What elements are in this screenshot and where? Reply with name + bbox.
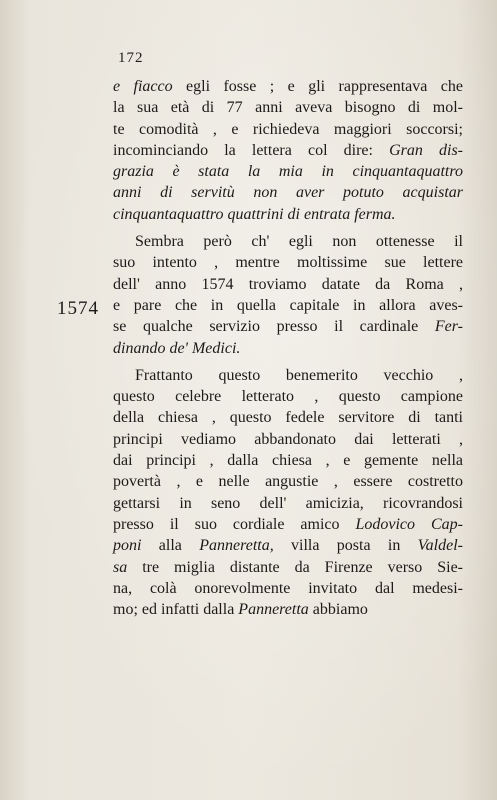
text-run: mo; ed infatti dalla [113,601,239,619]
italic-text: Lodovico Cap- [355,515,464,533]
text-run: dai principi , dalla chiesa , e gemente nella [113,452,463,470]
text-line [113,295,463,316]
italic-text: Valdel- [417,537,463,555]
text-run: Frattanto questo benemerito vecchio , [135,366,463,384]
text-run: dell' anno 1574 troviamo datate da Roma , [113,275,463,293]
paragraph [113,365,463,621]
text-run: tre miglia distante da Firenze verso Sie- [127,558,463,576]
text-line [113,76,463,97]
text-run: la sua età di 77 anni aveva bisogno di mol- [113,99,463,117]
text-line [113,386,463,407]
text-run: egli fosse ; e gli rappresentava che [172,78,463,95]
italic-text: dinando de' Medici. [113,339,241,357]
body-text [113,76,463,620]
page-number: 172 [118,50,144,66]
italic-text: cinquantaquattro quattrini di entrata ferma. [113,205,396,223]
text-line [113,97,463,118]
text-line [113,557,463,578]
paragraph [113,231,463,359]
text-run: povertà , e nelle angustie , essere costretto [113,473,463,491]
text-line [113,140,463,161]
text-line [113,599,463,620]
text-run: gettarsi in seno dell' amicizia, ricovrandosi [113,494,463,512]
text-line [113,578,463,599]
text-line [113,274,463,295]
text-run: se qualche servizio presso il cardinale [113,318,435,336]
text-line [113,316,463,337]
italic-text: poni [113,537,142,555]
text-run: te comodità , e richiedeva maggiori soccorsi; [113,120,463,138]
text-run: principi vediamo abbandonato dai letterati , [113,430,463,448]
text-line [113,252,463,273]
italic-text: e fiacco [113,78,173,95]
text-line [113,493,463,514]
italic-text: grazia è stata la mia in cinquantaquattro [113,163,463,181]
text-line [113,161,463,182]
text-line [113,365,463,386]
text-line [113,182,463,203]
text-line [113,231,463,252]
italic-text: Panneretta [238,601,309,619]
italic-text: Fer- [434,318,463,336]
text-run: alla [141,537,200,555]
text-run: questo celebre letterato , questo campione [113,388,463,406]
text-run: abbiamo [308,601,368,619]
text-line [113,204,463,225]
italic-text: sa [113,558,128,576]
italic-text: Panneretta, [199,537,274,555]
text-line [113,471,463,492]
text-run: suo intento , mentre moltissime sue lettere [113,254,463,272]
text-line [113,407,463,428]
italic-text: anni di servitù non aver potuto acquistar [113,184,463,202]
text-run: incominciando la lettera col dire: [113,141,390,159]
text-line [113,119,463,140]
text-line [113,429,463,450]
text-line [113,450,463,471]
margin-year-note: 1574 [57,298,99,319]
text-run: na, colà onorevolmente invitato dal medesi- [113,579,463,597]
text-run: presso il suo cordiale amico [113,515,356,533]
text-run: della chiesa , questo fedele servitore di tanti [113,409,463,427]
text-line [113,514,463,535]
text-line [113,338,463,359]
text-run: villa posta in [273,537,418,555]
text-run: e pare che in quella capitale in allora aves- [113,296,463,314]
italic-text: Gran dis- [389,141,463,159]
text-run: Sembra però ch' egli non ottenesse il [135,233,463,251]
paragraph [113,76,463,225]
text-line [113,535,463,556]
